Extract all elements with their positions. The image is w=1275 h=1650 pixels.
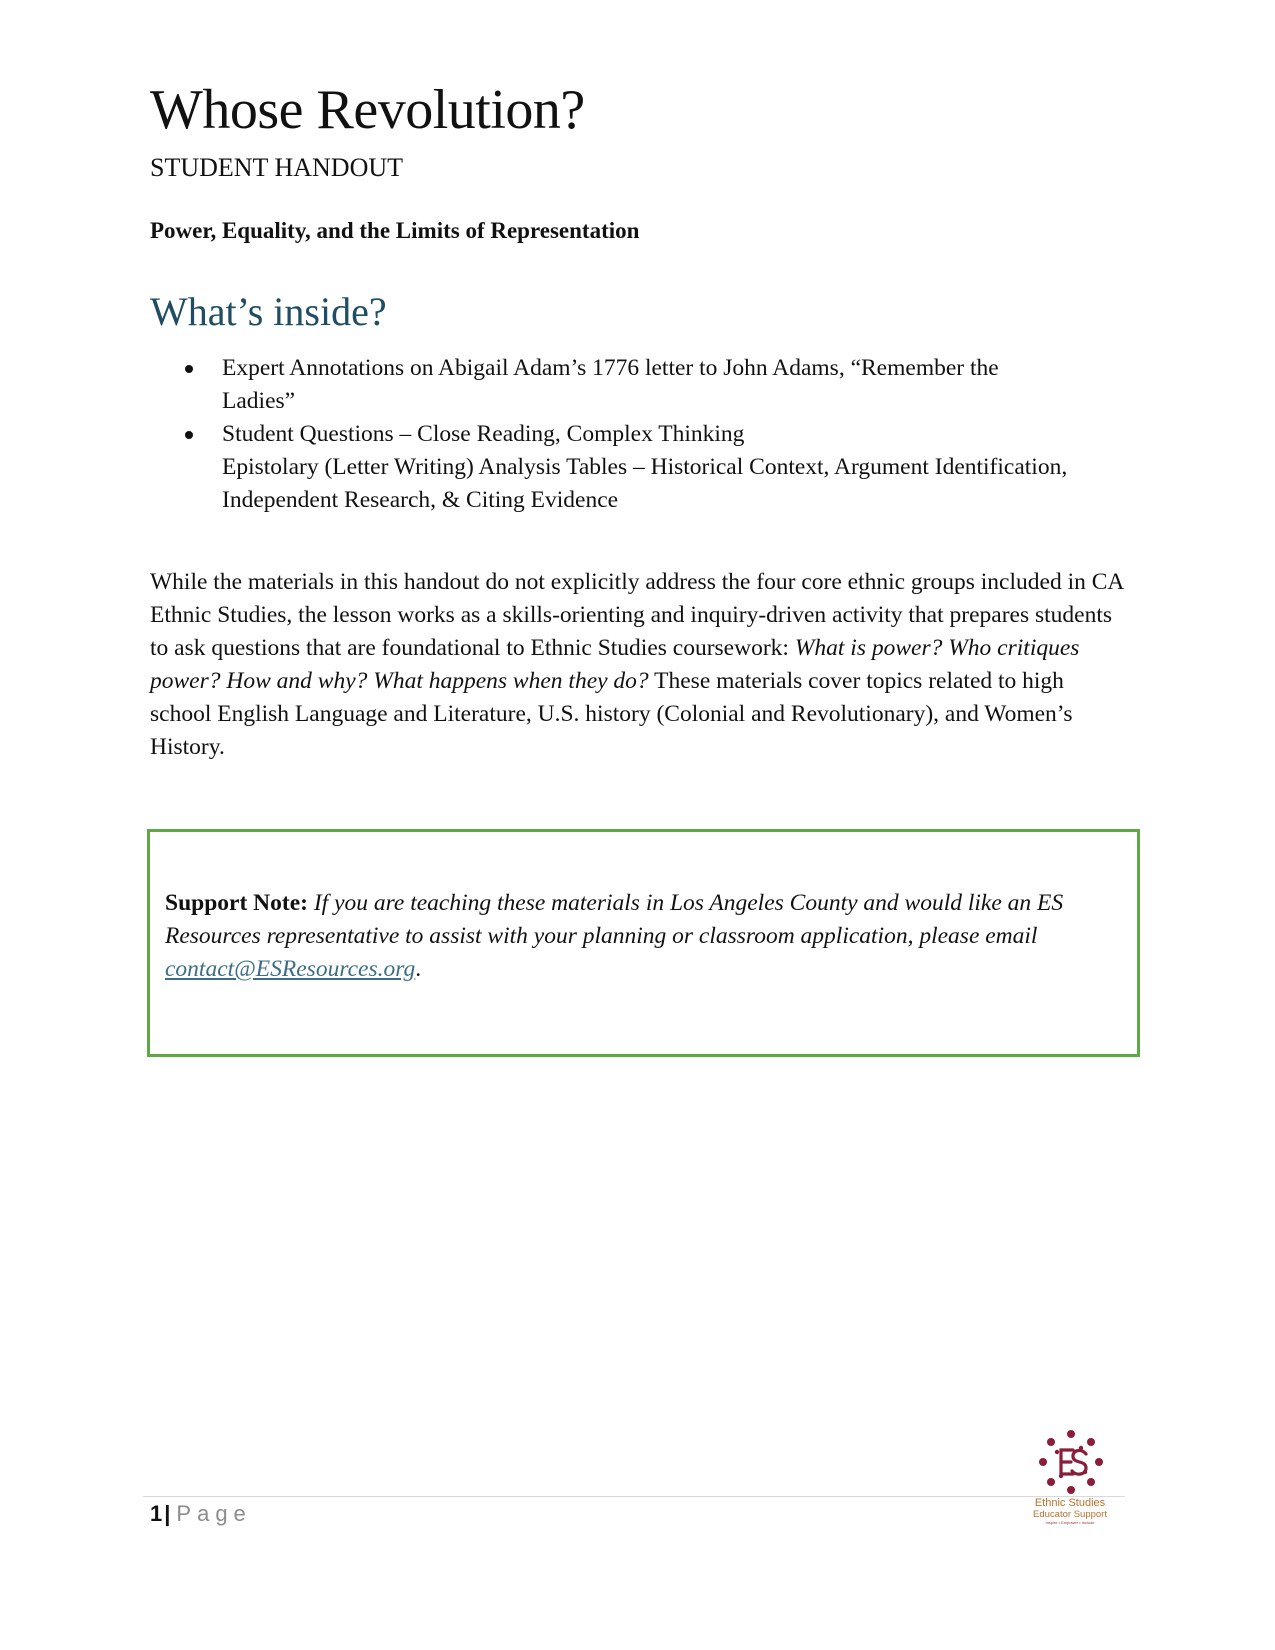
support-note-end: . xyxy=(415,956,422,982)
es-logo-icon xyxy=(1036,1428,1106,1498)
list-item-text-continued: Epistolary (Letter Writing) Analysis Tables – Historical Context, Argument Identification, Independent Research, & Citing Evidence xyxy=(222,454,1068,513)
bullet-icon xyxy=(185,365,193,373)
support-note-text: If you are teaching these materials in Los Angeles County and would like an ES Resources representative to assist with your planning or classroom application, please email xyxy=(165,890,1064,949)
document-subtitle: STUDENT HANDOUT xyxy=(150,153,404,182)
list-item-text: Student Questions – Close Reading, Complex Thinking xyxy=(222,421,745,447)
list-item-text-continued: Ladies” xyxy=(222,388,296,414)
document-tagline: Power, Equality, and the Limits of Representation xyxy=(150,218,640,243)
support-note-label: Support Note: xyxy=(165,890,308,916)
intro-paragraph xyxy=(150,566,1130,764)
footer-divider xyxy=(143,1496,1125,1497)
support-note xyxy=(165,887,1125,986)
whats-inside-heading: What’s inside? xyxy=(150,289,387,334)
contact-email-link[interactable]: contact@ESResources.org xyxy=(165,956,416,982)
logo-subtext: Educator Support xyxy=(1033,1509,1107,1520)
support-note-box xyxy=(147,829,1140,1057)
list-item xyxy=(150,352,1130,418)
page-footer xyxy=(150,1500,252,1528)
logo-motto: Inspire • Empower • Include xyxy=(1045,1520,1095,1525)
page-label: Page xyxy=(176,1501,252,1526)
intro-text-end: These materials cover topics related to high school English Language and Literature, U.S. history (Colonial and Revolutionary), and Women’s History. xyxy=(150,668,1073,760)
document-title: Whose Revolution? xyxy=(150,79,585,141)
intro-questions: What is power? Who critiques power? How and why? What happens when they do? xyxy=(150,635,1080,694)
list-item-text: Expert Annotations on Abigail Adam’s 1776 letter to John Adams, “Remember the xyxy=(222,355,999,381)
bullet-icon xyxy=(185,431,193,439)
page-number: 1 xyxy=(150,1501,163,1526)
ethnic-studies-logo xyxy=(1018,1428,1122,1528)
list-item xyxy=(150,418,1130,517)
logo-text: Ethnic Studies xyxy=(1034,1497,1106,1509)
intro-text: While the materials in this handout do not explicitly address the four core ethnic groups included in CA Ethnic Studies, the lesson works as a skills-orienting and inquiry-driven activity that prepares students to ask questions that are foundational to Ethnic Studies coursework: xyxy=(150,569,1124,661)
page-separator: | xyxy=(164,1501,171,1526)
contents-list xyxy=(150,352,1130,517)
